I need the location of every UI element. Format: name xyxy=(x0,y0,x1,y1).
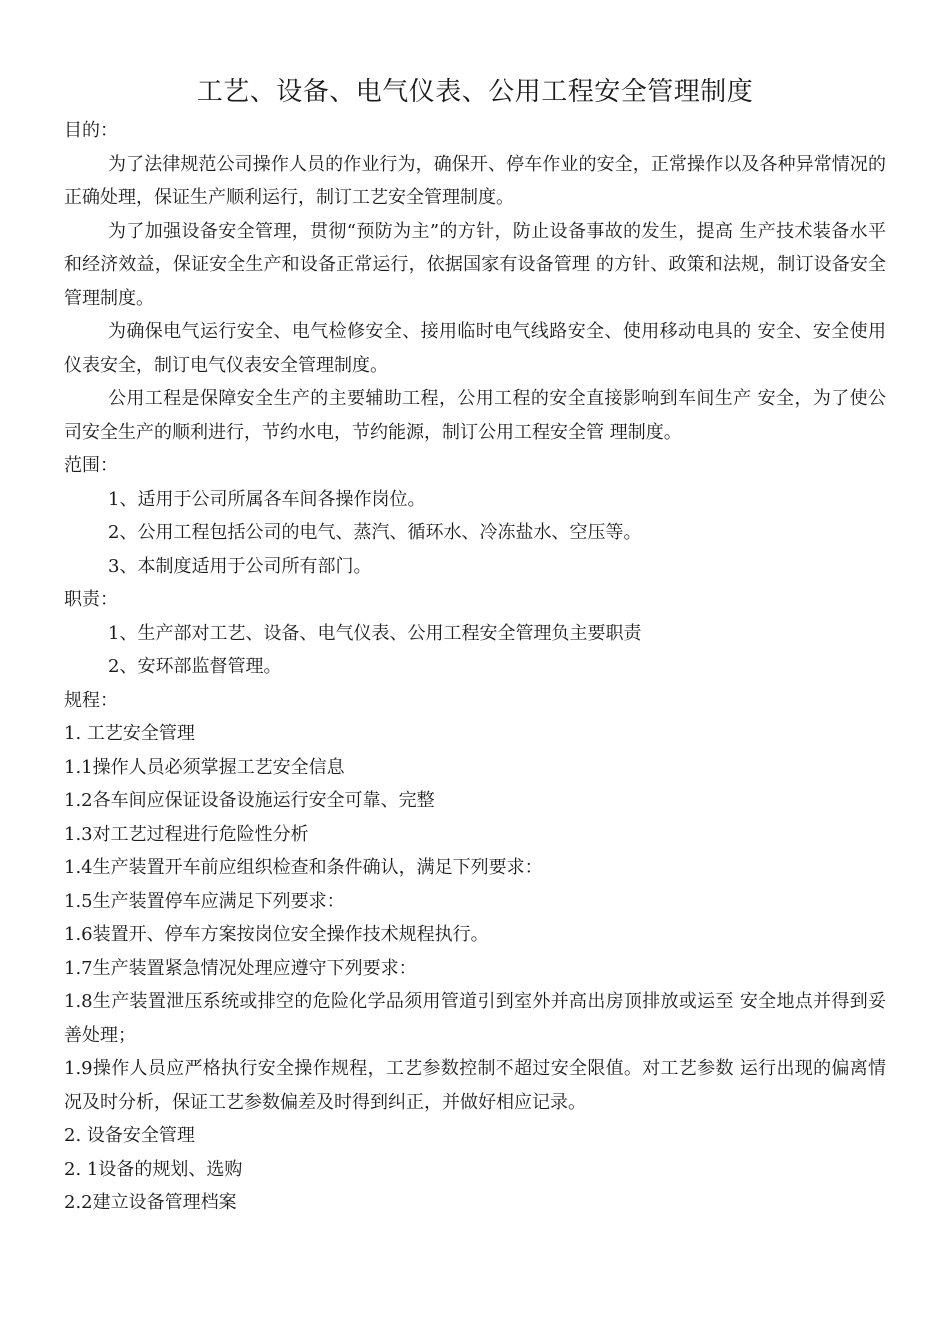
scope-item: 2、公用工程包括公司的电气、蒸汽、循环水、冷冻盐水、空压等。 xyxy=(108,522,642,543)
procedure-section-heading: 1. 工艺安全管理 xyxy=(64,723,195,744)
scope-item: 1、适用于公司所属各车间各操作岗位。 xyxy=(108,488,426,510)
purpose-paragraph: 公用工程是保障安全生产的主要辅助工程，公用工程的安全直接影响到车间生产 安全，为了使公司安全生产的顺利进行，节约水电，节约能源，制订公用工程安全管 理制度。 xyxy=(64,388,886,443)
procedure-line: 1.3对工艺过程进行危险性分析 xyxy=(64,823,309,845)
document-body xyxy=(64,114,886,1220)
procedure-line: 1.9操作人员应严格执行安全操作规程，工艺参数控制不超过安全限值。对工艺参数 运行出现的偏离情况及时分析，保证工艺参数偏差及时得到纠正，并做好相应记录。 xyxy=(64,1058,886,1113)
procedure-section-heading: 2. 设备安全管理 xyxy=(64,1125,195,1146)
purpose-paragraph: 为了法律规范公司操作人员的作业行为，确保开、停车作业的安全，正常操作以及各种异常情况的正确处理，保证生产顺利运行，制订工艺安全管理制度。 xyxy=(64,153,886,208)
procedure-line: 2.2建立设备管理档案 xyxy=(64,1192,237,1213)
procedure-line: 2. 1设备的规划、选购 xyxy=(64,1158,243,1180)
duties-item: 1、生产部对工艺、设备、电气仪表、公用工程安全管理负主要职责 xyxy=(108,622,642,644)
procedure-line: 1.5生产装置停车应满足下列要求： xyxy=(64,890,345,912)
purpose-paragraph: 为了加强设备安全管理，贯彻“预防为主”的方针，防止设备事故的发生，提高 生产技术装备水平和经济效益，保证安全生产和设备正常运行，依据国家有设备管理 的方针、政策和法规，制订设备安全管理制度。 xyxy=(64,220,886,309)
procedure-line: 1.8生产装置泄压系统或排空的危险化学品须用管道引到室外并高出房顶排放或运至 安全地点并得到妥善处理； xyxy=(64,991,886,1046)
purpose-heading: 目的： xyxy=(64,120,118,141)
procedures-heading: 规程： xyxy=(64,689,118,711)
procedure-line: 1.7生产装置紧急情况处理应遵守下列要求： xyxy=(64,957,417,979)
procedure-line: 1.4生产装置开车前应组织检查和条件确认，满足下列要求： xyxy=(64,857,543,878)
procedure-line: 1.1操作人员必须掌握工艺安全信息 xyxy=(64,756,345,778)
scope-heading: 范围： xyxy=(64,455,118,476)
procedure-line: 1.2各车间应保证设备设施运行安全可靠、完整 xyxy=(64,790,435,811)
purpose-paragraph: 为确保电气运行安全、电气检修安全、接用临时电气线路安全、使用移动电具的 安全、安全使用仪表安全，制订电气仪表安全管理制度。 xyxy=(64,321,886,376)
scope-item: 3、本制度适用于公司所有部门。 xyxy=(108,555,372,577)
procedure-line: 1.6装置开、停车方案按岗位安全操作技术规程执行。 xyxy=(64,924,489,945)
duties-heading: 职责： xyxy=(64,589,118,610)
document-title: 工艺、设备、电气仪表、公用工程安全管理制度 xyxy=(196,77,754,107)
duties-item: 2、安环部监督管理。 xyxy=(108,656,282,677)
